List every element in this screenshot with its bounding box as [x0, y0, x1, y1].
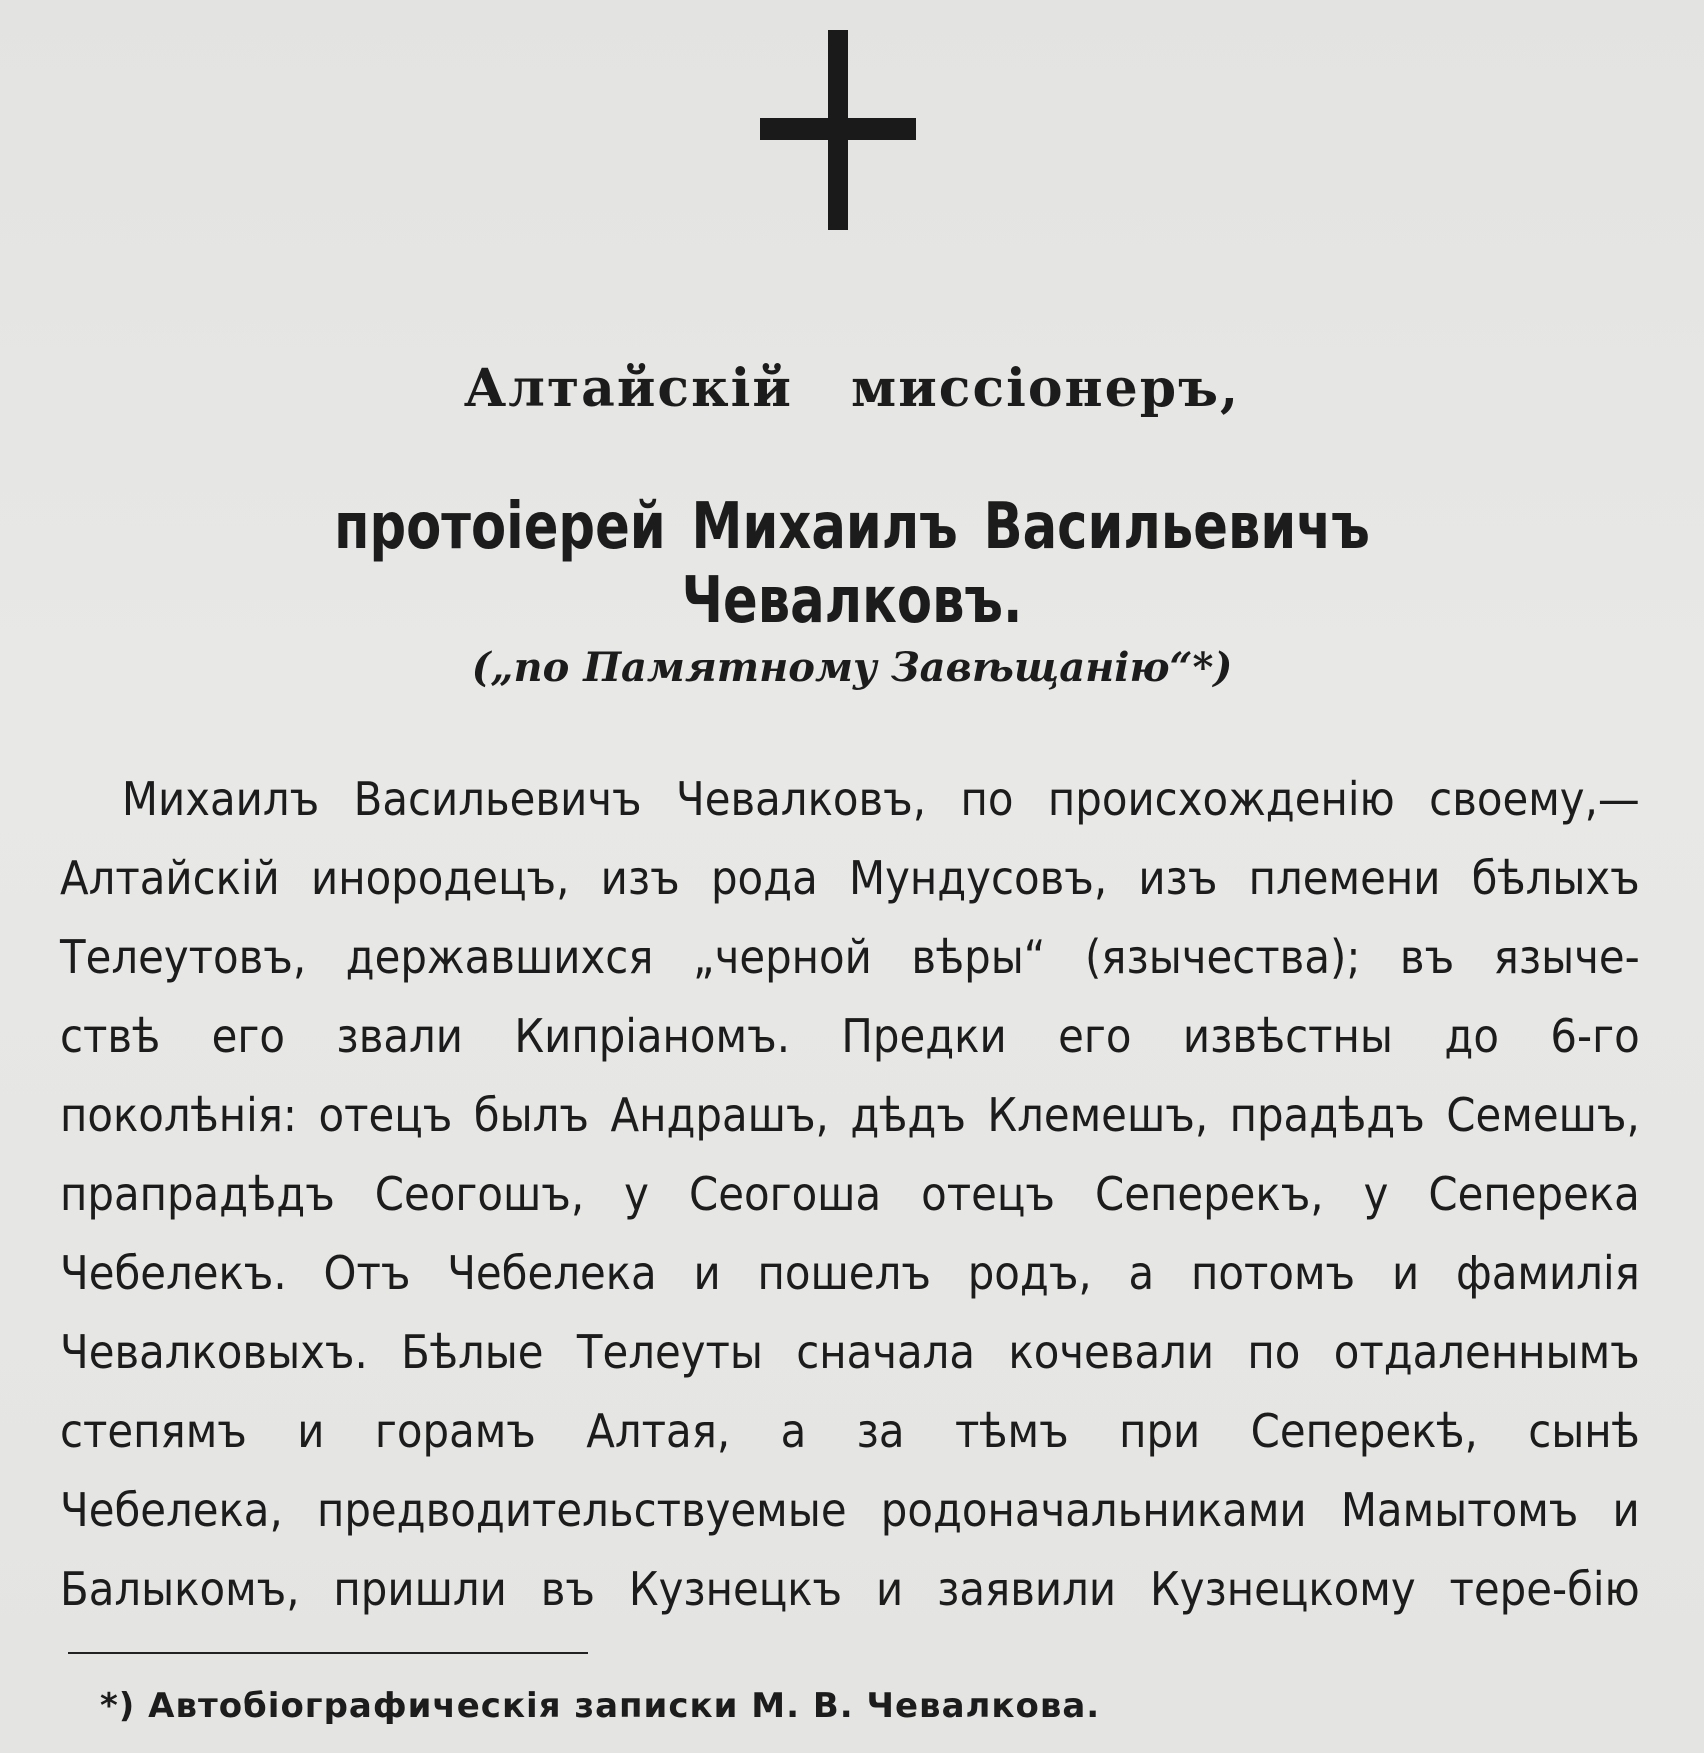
text-line: степямъ и горамъ Алтая, а за тѣмъ при Сеперекѣ, сынѣ	[60, 1404, 1640, 1458]
footnote: *) Автобіографическія записки М. В. Чевалкова.	[100, 1686, 1101, 1726]
orthodox-cross-icon	[760, 30, 916, 230]
text-line: Чевалковыхъ. Бѣлые Телеуты сначала кочевали по отдаленнымъ	[60, 1325, 1640, 1379]
text-line: Михаилъ Васильевичъ Чевалковъ, по происхожденію своему,—	[121, 772, 1640, 826]
text-line: Чебелекъ. Отъ Чебелека и пошелъ родъ, а потомъ и фамилія	[60, 1246, 1640, 1300]
footnote-divider	[68, 1652, 588, 1654]
text-line: Алтайскій инородецъ, изъ рода Мундусовъ, изъ племени бѣлыхъ	[60, 851, 1640, 905]
title-line-1: Алтайскій миссіонеръ,	[463, 358, 1241, 419]
text-line: поколѣнія: отецъ былъ Андрашъ, дѣдъ Клемешъ, прадѣдъ Семешъ,	[60, 1088, 1640, 1142]
text-line: Телеутовъ, державшихся „черной вѣры“ (язычества); въ язычe-	[60, 930, 1640, 984]
text-line: прапрадѣдъ Сеогошъ, у Сеогоша отецъ Сеперекъ, у Сеперека	[60, 1167, 1640, 1221]
text-line: Балыкомъ, пришли въ Кузнецкъ и заявили Кузнецкому тере-бію	[60, 1562, 1640, 1616]
title-line-2: протоіерей Михаилъ Васильевичъ Чевалковъ.	[334, 490, 1370, 638]
text-line: Чебелека, предводительствуемые родоначальниками Мамытомъ и	[60, 1483, 1640, 1537]
text-line: ствѣ его звали Кипріаномъ. Предки его извѣстны до 6-го	[60, 1009, 1640, 1063]
body-paragraph	[60, 760, 1640, 1629]
subtitle: („по Памятному Завѣщанію“*)	[471, 644, 1233, 691]
